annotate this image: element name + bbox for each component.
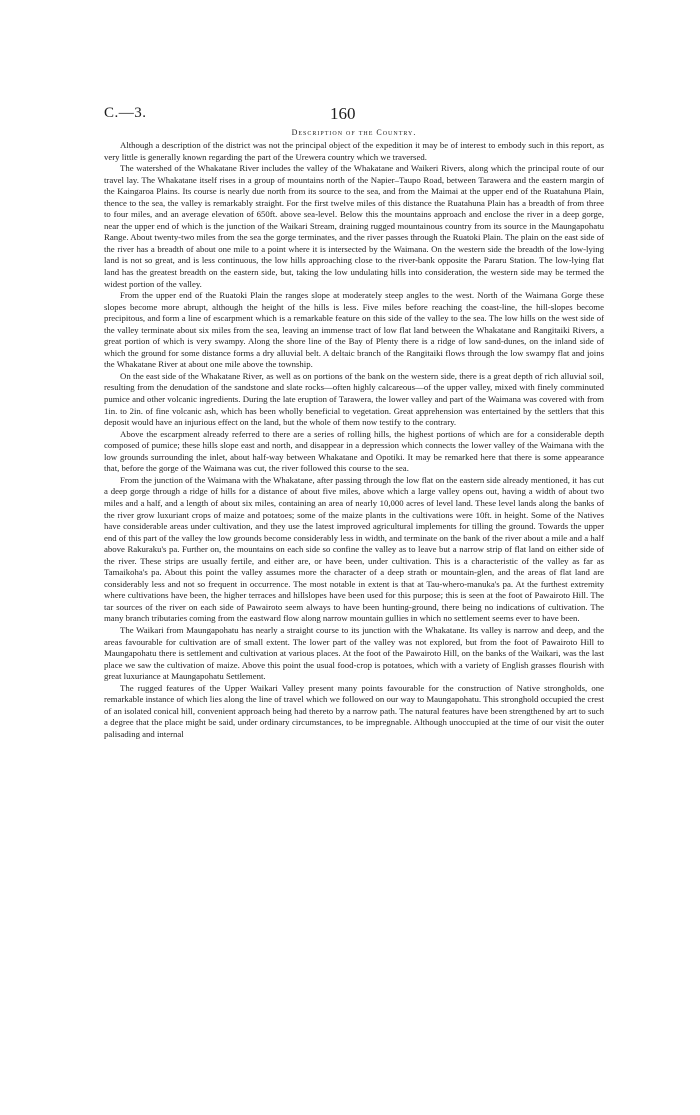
- paragraph: The rugged features of the Upper Waikari Valley present many points favourable for the construction of Native strongholds, one remarkable instance of which lies along the line of travel which we followed on our way to Maungapohatu. This stronghold occupied the crest of an isolated conical hill, convenient approach being had thereto by a narrow path. The natural features have been strengthened by art to such a degree that the place might be said, under ordinary circumstances, to be impregnable. Although unoccupied at the time of our visit the outer palisading and internal: [104, 682, 604, 739]
- body-text: [104, 140, 604, 740]
- paragraph: The Waikari from Maungapohatu has nearly a straight course to its junction with the Whakatane. Its valley is narrow and deep, and the areas favourable for cultivation are of small extent. The lower part of the valley was not explored, but from the foot of Pawairoto Hill to Maungapohatu there is settlement and cultivation at various places. At the foot of the Pawairoto Hill, on the banks of the Waikari, was the last place we saw the cultivation of maize. Above this point the usual food-crop is potatoes, which with a variety of English grasses flourish with great luxuriance at Maungapohatu Settlement.: [104, 624, 604, 682]
- page-header: [104, 0, 604, 128]
- paragraph: Although a description of the district was not the principal object of the expedition it may be of interest to embody such in this report, as very little is generally known regarding the part of the Urewera country which we traversed.: [104, 140, 604, 162]
- paragraph: On the east side of the Whakatane River, as well as on portions of the bank on the western side, there is a great depth of rich alluvial soil, resulting from the denudation of the sandstone and slate rocks—often highly calcareous—of the upper valley, mixed with finely comminuted pumice and other volcanic ingredients. During the late eruption of Tarawera, the lower valley and part of the Waimana was covered with from 1in. to 2in. of fine volcanic ash, which has been wholly beneficial to vegetation. Great apprehension was entertained by the settlers that this deposit would have an injurious effect on the land, but the whole of them now testify to the contrary.: [104, 370, 604, 428]
- paragraph: From the upper end of the Ruatoki Plain the ranges slope at moderately steep angles to the west. North of the Waimana Gorge these slopes become more abrupt, although the height of the hills is less. Five miles before reaching the coast-line, the hill-slopes become precipitous, and form a line of escarpment which is a remarkable feature on this side of the valley to the sea. The low hills on the west side of the valley terminate about six miles from the sea, leaving an immense tract of low flat land between the Whakatane and Rangitaiki Rivers, a great portion of which is very swampy. Along the shore line of the Bay of Plenty there is a ridge of low sand-dunes, on the inland side of which the ground for some distance forms a dry alluvial belt. A deltaic branch of the Rangitaiki flows through the low swampy flat and joins the Whakatane River at about one mile above the township.: [104, 290, 604, 370]
- paragraph: Above the escarpment already referred to there are a series of rolling hills, the highest portions of which are for a considerable depth composed of pumice; these hills slope east and north, and disappear in a depression which connects the lower valley of the Waimana with the low grounds surrounding the inlet, about half-way between Whakatane and Opotiki. It may be remarked here that there is some appearance that, before the gorge of the Waimana was cut, the river followed this course to the sea.: [104, 428, 604, 474]
- page-number: 160: [330, 104, 356, 123]
- section-title: Description of the Country.: [291, 128, 417, 137]
- document-page: [104, 0, 604, 740]
- paragraph: From the junction of the Waimana with the Whakatane, after passing through the low flat on the eastern side already mentioned, it has cut a deep gorge through a ridge of hills for a distance of about five miles, above which a large valley opens out, having a width of about two miles and a half, and a length of about six miles, containing an area of nearly 10,000 acres of level land. These level lands along the banks of the river grow luxuriant crops of maize and potatoes; some of the maize plants in the cultivations were 10ft. in height. Some of the Natives have considerable areas under cultivation, and they use the latest improved agricultural implements for tilling the ground. Towards the upper end of this part of the valley the low grounds become considerably less in width, and terminate on the bank of the river about a mile and a half above Rakuraku's pa. Further on, the mountains on each side so confine the valley as to leave but a narrow strip of flat land on either side of the river. These strips are usually fertile, and either are, or have been, under cultivation. This is a characteristic of the valley as far as Tamaikoha's pa. About this point the valley assumes more the character of a deep strath or mountain-glen, and the areas of flat land are considerably less and not so frequent in occurrence. The most notable in extent is that at Tau-whero-manuka's pa. At the furthest extremity where cultivations have been, the higher terraces and hillslopes have been used for this purpose; this is seen at the foot of Pawairoto Hill. The tar sources of the river on each side of Pawairoto seem always to have been hunting-ground, there being no indications of cultivation. The many branch tributaries coming from the eastward flow along narrow mountain gullies in which no settlement seems ever to have been.: [104, 474, 604, 624]
- paragraph: The watershed of the Whakatane River includes the valley of the Whakatane and Waikeri Rivers, along which the principal route of our travel lay. The Whakatane itself rises in a group of mountains north of the Napier–Taupo Road, between Tarawera and the eastern margin of the Kaingaroa Plains. Its course is nearly due north from its source to the sea, and from the Maimai at the upper end of the Ruatahuna Plain, thence to the sea, the valley is remarkably straight. For the first twelve miles of this distance the Ruatahuna Plain has a breadth of from three to four miles, and an average elevation of 650ft. above sea-level. Below this the mountains approach and enclose the river in a deep gorge, near the upper end of which is the junction of the Waikari Stream, draining rugged mountainous country from its source in the Maungapohatu Range. About twenty-two miles from the sea the gorge terminates, and the river passes through the Ruatoki Plain. The plain on the east side of the river has a breadth of about one mile to a point where it is intersected by the Waimana. On the western side the breadth of the low-lying land is not so great, and is less continuous, the low hills approaching close to the river-bank opposite the Pararu Station. The low-lying flat land has the greatest breadth on the eastern side, but, taking the low undulating hills into consideration, the western side may be termed the widest portion of the valley.: [104, 163, 604, 289]
- report-reference: C.—3.: [104, 105, 147, 121]
